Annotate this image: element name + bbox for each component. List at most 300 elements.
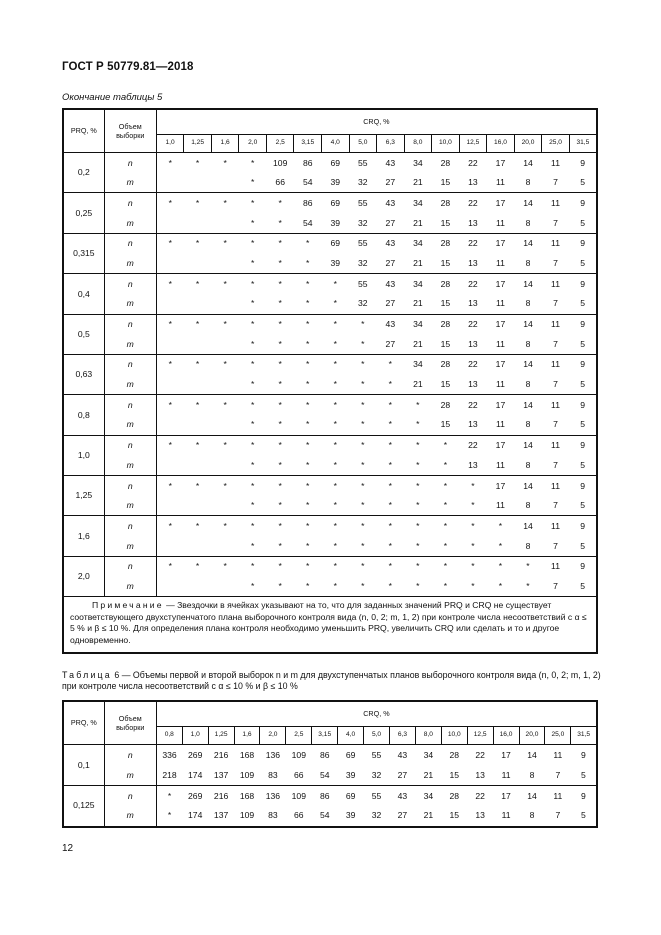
table-cell: * <box>278 500 282 511</box>
table-cell: 21 <box>413 338 423 349</box>
table-cell: * <box>211 314 239 334</box>
table-row <box>63 334 597 354</box>
table-cell: 5 <box>580 459 586 470</box>
table-cell: 15 <box>440 419 451 430</box>
table-cell: 11 <box>495 217 505 228</box>
sample-label: m <box>104 375 156 395</box>
table-cell: * <box>416 540 420 551</box>
table-cell: 66 <box>294 769 304 780</box>
table-cell: 34 <box>404 193 432 213</box>
table-cell: 7 <box>555 769 561 780</box>
prq-value: 0,315 <box>63 233 104 273</box>
table-cell: 11 <box>542 233 570 253</box>
table-cell <box>211 375 239 395</box>
table-cell: 216 <box>208 786 234 807</box>
table-cell: * <box>278 580 282 591</box>
table-cell: 69 <box>322 233 350 253</box>
sample-label: m <box>104 765 156 786</box>
table-cell <box>184 455 212 475</box>
table-cell: 8 <box>525 540 531 551</box>
crq-value-header: 1,25 <box>208 727 234 745</box>
table-cell: * <box>471 500 475 511</box>
table-cell: 5 <box>581 810 586 821</box>
table-cell: * <box>156 395 184 415</box>
table-cell: 28 <box>432 354 460 374</box>
table-cell: 66 <box>275 177 285 188</box>
table-cell: 43 <box>377 274 405 294</box>
table-cell: 27 <box>385 257 396 268</box>
table-cell: 17 <box>487 354 515 374</box>
table-cell: * <box>294 556 322 576</box>
table-cell: 17 <box>487 314 515 334</box>
table-cell: 22 <box>459 274 487 294</box>
crq-value-header: 20,0 <box>514 135 542 153</box>
table-cell: 83 <box>268 769 278 780</box>
table-cell: * <box>266 193 294 213</box>
table-cell: 9 <box>569 476 597 496</box>
table-cell: * <box>156 314 184 334</box>
crq-value-header: 8,0 <box>404 135 432 153</box>
table-cell <box>184 375 212 395</box>
crq-value-header: 6,3 <box>389 727 415 745</box>
table-cell: 8 <box>525 257 531 268</box>
table-cell <box>184 213 212 233</box>
table-row <box>63 476 597 496</box>
table-cell: 17 <box>495 157 506 168</box>
table-cell: 8 <box>529 769 535 780</box>
table-cell: 17 <box>493 786 519 807</box>
table-cell: * <box>250 338 255 349</box>
table-cell: 15 <box>449 769 460 780</box>
table-cell: 86 <box>302 157 313 168</box>
table-cell: 8 <box>525 338 531 349</box>
table-cell: 17 <box>487 395 515 415</box>
table-cell: * <box>361 459 365 470</box>
table-cell: * <box>294 516 322 536</box>
prq-value: 0,25 <box>63 193 104 233</box>
table-cell: 27 <box>385 217 396 228</box>
crq-value-header: 25,0 <box>545 727 571 745</box>
table-cell: 39 <box>345 810 356 821</box>
table-cell: 8 <box>525 177 531 188</box>
table-cell: * <box>239 556 267 576</box>
table-cell: * <box>184 476 212 496</box>
table-cell: * <box>266 274 294 294</box>
table-cell: * <box>333 419 337 430</box>
table-cell: 9 <box>569 354 597 374</box>
table-cell: 55 <box>371 749 382 760</box>
crq-value-header: 1,0 <box>182 727 208 745</box>
table-row <box>63 786 597 807</box>
table-cell <box>156 415 184 435</box>
table-cell: 5 <box>580 257 586 268</box>
table-cell: 7 <box>553 419 558 430</box>
prq-value: 0,63 <box>63 354 104 394</box>
table-cell: 8 <box>525 379 531 390</box>
table-cell: 32 <box>358 298 368 309</box>
table-cell: * <box>278 459 282 470</box>
table-cell: 17 <box>501 749 511 760</box>
table-cell: * <box>471 540 475 551</box>
table-cell: 174 <box>188 810 203 821</box>
table-cell: 13 <box>468 177 478 188</box>
table-cell: 14 <box>523 157 533 168</box>
table-cell: 14 <box>514 354 542 374</box>
table-cell: * <box>322 314 350 334</box>
sample-label: m <box>104 213 156 233</box>
table-cell: 22 <box>475 749 485 760</box>
table-cell: 22 <box>459 314 487 334</box>
table-cell: 9 <box>569 314 597 334</box>
table-cell: 137 <box>213 769 229 780</box>
table-cell: 8 <box>525 298 531 309</box>
table-cell: 8 <box>525 459 531 470</box>
table-cell: * <box>250 217 255 228</box>
table-cell: * <box>294 435 322 455</box>
table-cell: 43 <box>377 314 405 334</box>
table-cell: 34 <box>423 749 434 760</box>
prq-value: 0,2 <box>63 153 104 193</box>
table-cell: 7 <box>553 500 558 511</box>
prq-value: 2,0 <box>63 556 104 596</box>
table-cell: 7 <box>553 580 558 591</box>
table-cell: * <box>294 476 322 496</box>
table-cell: * <box>443 540 448 551</box>
table-row <box>63 556 597 576</box>
table-cell: 15 <box>440 379 451 390</box>
table-cell: * <box>361 338 365 349</box>
table-cell: 9 <box>569 193 597 213</box>
table-cell: * <box>266 556 294 576</box>
table-cell: * <box>239 476 267 496</box>
table-cell: * <box>322 274 350 294</box>
table-cell: * <box>156 274 184 294</box>
table-row <box>63 153 597 173</box>
table-cell: * <box>377 395 405 415</box>
table-cell: 11 <box>495 257 505 268</box>
table-cell: * <box>322 556 350 576</box>
table-cell: 34 <box>404 233 432 253</box>
table-cell: 17 <box>487 233 515 253</box>
sample-label: m <box>104 536 156 556</box>
table-cell: * <box>306 540 310 551</box>
crq-value-header: 5,0 <box>364 727 390 745</box>
table-cell: * <box>388 459 392 470</box>
table-cell: 22 <box>459 193 487 213</box>
table-cell: 15 <box>440 177 451 188</box>
table-cell <box>156 213 184 233</box>
table-cell: 32 <box>358 217 368 228</box>
table-cell: * <box>388 379 392 390</box>
table-cell: 22 <box>459 354 487 374</box>
table-cell: 5 <box>580 338 586 349</box>
table-cell: * <box>333 500 337 511</box>
table-cell: * <box>404 435 432 455</box>
table-cell: * <box>294 233 322 253</box>
table-cell: 55 <box>349 193 377 213</box>
table-cell <box>211 576 239 596</box>
table-cell <box>184 576 212 596</box>
table-cell: * <box>404 556 432 576</box>
table-row <box>63 213 597 233</box>
table-cell: * <box>239 354 267 374</box>
table-cell: * <box>388 540 392 551</box>
table-cell: * <box>514 556 542 576</box>
table-cell: * <box>306 500 310 511</box>
table-cell: * <box>377 556 405 576</box>
table-cell: * <box>377 435 405 455</box>
table-cell: * <box>156 193 184 213</box>
table-cell: 7 <box>553 298 558 309</box>
table-cell: 39 <box>330 217 341 228</box>
table-cell: 27 <box>397 810 408 821</box>
table-cell: 28 <box>441 786 467 807</box>
table-cell: * <box>156 435 184 455</box>
table-cell: 269 <box>182 786 208 807</box>
table-cell: 34 <box>413 157 423 168</box>
table-cell: 15 <box>440 217 451 228</box>
table-cell: * <box>294 274 322 294</box>
table-cell: 11 <box>495 459 505 470</box>
table-cell: 8 <box>529 810 535 821</box>
table-cell: * <box>239 193 267 213</box>
table-cell: * <box>278 419 282 430</box>
table-cell: * <box>239 395 267 415</box>
table-cell: 21 <box>423 810 434 821</box>
table-cell: * <box>349 516 377 536</box>
table-cell: * <box>211 435 239 455</box>
table-cell: * <box>184 354 212 374</box>
crq-value-header: 6,3 <box>377 135 405 153</box>
table-cell: 86 <box>294 193 322 213</box>
table-cell: 17 <box>487 274 515 294</box>
table-cell: * <box>459 516 487 536</box>
table-cell: 9 <box>569 435 597 455</box>
table-cell: * <box>333 459 337 470</box>
table-cell: * <box>278 379 282 390</box>
table-cell <box>211 173 239 193</box>
page-number: 12 <box>62 843 74 854</box>
table-cell: * <box>432 476 460 496</box>
table-cell: 39 <box>345 769 356 780</box>
prq-value: 1,0 <box>63 435 104 475</box>
table-cell: 17 <box>487 193 515 213</box>
table-cell: * <box>211 354 239 374</box>
table-cell: 11 <box>542 314 570 334</box>
table-cell: 28 <box>440 157 451 168</box>
table-cell: 7 <box>553 540 558 551</box>
crq-value-header: 1,6 <box>234 727 260 745</box>
table-cell: 15 <box>449 810 460 821</box>
table-cell: * <box>349 354 377 374</box>
table-cell: * <box>266 395 294 415</box>
crq-value-header: 3,15 <box>294 135 322 153</box>
table-cell: 14 <box>514 435 542 455</box>
table-cell <box>211 536 239 556</box>
table-cell: * <box>184 233 212 253</box>
table-cell: 13 <box>468 298 478 309</box>
table-cell: * <box>294 354 322 374</box>
table-cell: 7 <box>553 177 558 188</box>
table-cell: 27 <box>385 298 396 309</box>
table-cell <box>156 334 184 354</box>
sample-label: m <box>104 294 156 314</box>
table-cell: 13 <box>468 419 478 430</box>
col-crq-header: CRQ, % <box>156 701 597 727</box>
table-cell: 11 <box>495 298 505 309</box>
table-cell: 34 <box>415 786 441 807</box>
table-cell: 11 <box>495 338 505 349</box>
table-cell <box>184 415 212 435</box>
table-cell: 216 <box>213 749 229 760</box>
table-row <box>63 294 597 314</box>
col-crq-header: CRQ, % <box>156 109 597 135</box>
sample-label: n <box>104 745 156 766</box>
sample-label: n <box>104 153 156 173</box>
table-cell: 17 <box>487 476 515 496</box>
table-cell: 14 <box>519 786 545 807</box>
table-cell: * <box>416 459 420 470</box>
table-cell: * <box>278 257 282 268</box>
table-cell: 69 <box>338 786 364 807</box>
table-cell: * <box>322 354 350 374</box>
table-cell: * <box>306 257 310 268</box>
table-cell: 14 <box>527 749 537 760</box>
sample-label: m <box>104 455 156 475</box>
prq-value: 0,5 <box>63 314 104 354</box>
table-cell: * <box>416 500 420 511</box>
table-cell: * <box>250 419 255 430</box>
table-cell: * <box>250 379 255 390</box>
table-cell: * <box>306 338 310 349</box>
sample-label: n <box>104 556 156 576</box>
table-cell: 15 <box>440 338 451 349</box>
table-cell: 28 <box>432 233 460 253</box>
table-cell <box>211 455 239 475</box>
table-cell: * <box>250 157 255 168</box>
table5 <box>62 108 598 654</box>
prq-value: 1,6 <box>63 516 104 556</box>
table-cell: * <box>487 516 515 536</box>
table-cell: 136 <box>265 749 281 760</box>
table-cell: * <box>388 419 392 430</box>
table-cell: * <box>266 476 294 496</box>
table-cell: 34 <box>404 314 432 334</box>
table-cell: 27 <box>385 338 396 349</box>
table-cell: 5 <box>581 769 586 780</box>
crq-value-header: 1,6 <box>211 135 239 153</box>
table-cell: * <box>211 556 239 576</box>
table-cell: * <box>361 580 365 591</box>
crq-value-header: 16,0 <box>487 135 515 153</box>
table-cell: 109 <box>239 769 255 780</box>
crq-value-header: 31,5 <box>571 727 597 745</box>
table-cell: 5 <box>580 217 586 228</box>
table-cell: 13 <box>468 459 478 470</box>
table-cell: * <box>404 395 432 415</box>
table-cell: * <box>498 580 503 591</box>
table-cell: * <box>167 810 172 821</box>
table-cell: 109 <box>273 157 288 168</box>
table-cell <box>156 496 184 516</box>
table-cell: * <box>211 193 239 213</box>
table-cell: * <box>349 435 377 455</box>
table-cell: 9 <box>569 274 597 294</box>
col-volume-header: Объем выборки <box>104 109 156 153</box>
table-cell: * <box>498 540 503 551</box>
crq-value-header: 2,5 <box>266 135 294 153</box>
table-cell: 43 <box>377 193 405 213</box>
table-row <box>63 193 597 213</box>
table-cell: * <box>266 233 294 253</box>
table-cell <box>184 536 212 556</box>
table-cell: 109 <box>239 810 255 821</box>
table-cell: * <box>306 419 310 430</box>
sample-label: m <box>104 496 156 516</box>
table-cell <box>184 294 212 314</box>
table-cell: 22 <box>467 786 493 807</box>
sample-label: n <box>104 233 156 253</box>
table-cell: 13 <box>468 379 478 390</box>
table-cell: * <box>266 516 294 536</box>
table-cell: 86 <box>319 749 330 760</box>
sample-label: m <box>104 415 156 435</box>
table-cell: * <box>278 217 282 228</box>
table-cell <box>211 213 239 233</box>
table-cell: 17 <box>487 435 515 455</box>
table-cell: 22 <box>459 395 487 415</box>
table-cell: * <box>211 233 239 253</box>
table-cell: * <box>278 338 282 349</box>
table-cell <box>156 253 184 273</box>
table-cell: * <box>184 516 212 536</box>
table-cell: 11 <box>501 810 511 821</box>
table-cell: 32 <box>371 769 382 780</box>
table-cell <box>184 496 212 516</box>
table-row <box>63 765 597 786</box>
table-cell: * <box>278 540 282 551</box>
table-row <box>63 576 597 596</box>
table-cell: * <box>184 193 212 213</box>
table-cell: 32 <box>358 257 368 268</box>
table-cell: 11 <box>542 516 570 536</box>
table-cell: 55 <box>358 157 368 168</box>
table-cell: * <box>156 354 184 374</box>
sample-label: n <box>104 516 156 536</box>
table-cell: 13 <box>475 769 485 780</box>
table-cell: 11 <box>545 786 571 807</box>
table-cell: * <box>432 516 460 536</box>
table-cell: * <box>322 395 350 415</box>
table-cell: * <box>266 314 294 334</box>
table-cell: * <box>239 516 267 536</box>
table-cell <box>211 253 239 273</box>
crq-value-header: 10,0 <box>441 727 467 745</box>
table-cell: 13 <box>475 810 485 821</box>
table-cell: * <box>250 580 255 591</box>
table-cell: 109 <box>286 786 312 807</box>
table-cell: * <box>184 395 212 415</box>
table-cell: 11 <box>551 157 560 168</box>
table-cell: 8 <box>525 500 531 511</box>
table-cell: 5 <box>580 177 586 188</box>
sample-label: n <box>104 395 156 415</box>
table-cell: * <box>361 419 365 430</box>
crq-value-header: 25,0 <box>542 135 570 153</box>
table-cell: 69 <box>322 193 350 213</box>
table-cell: 11 <box>495 177 505 188</box>
table-cell: * <box>388 580 392 591</box>
